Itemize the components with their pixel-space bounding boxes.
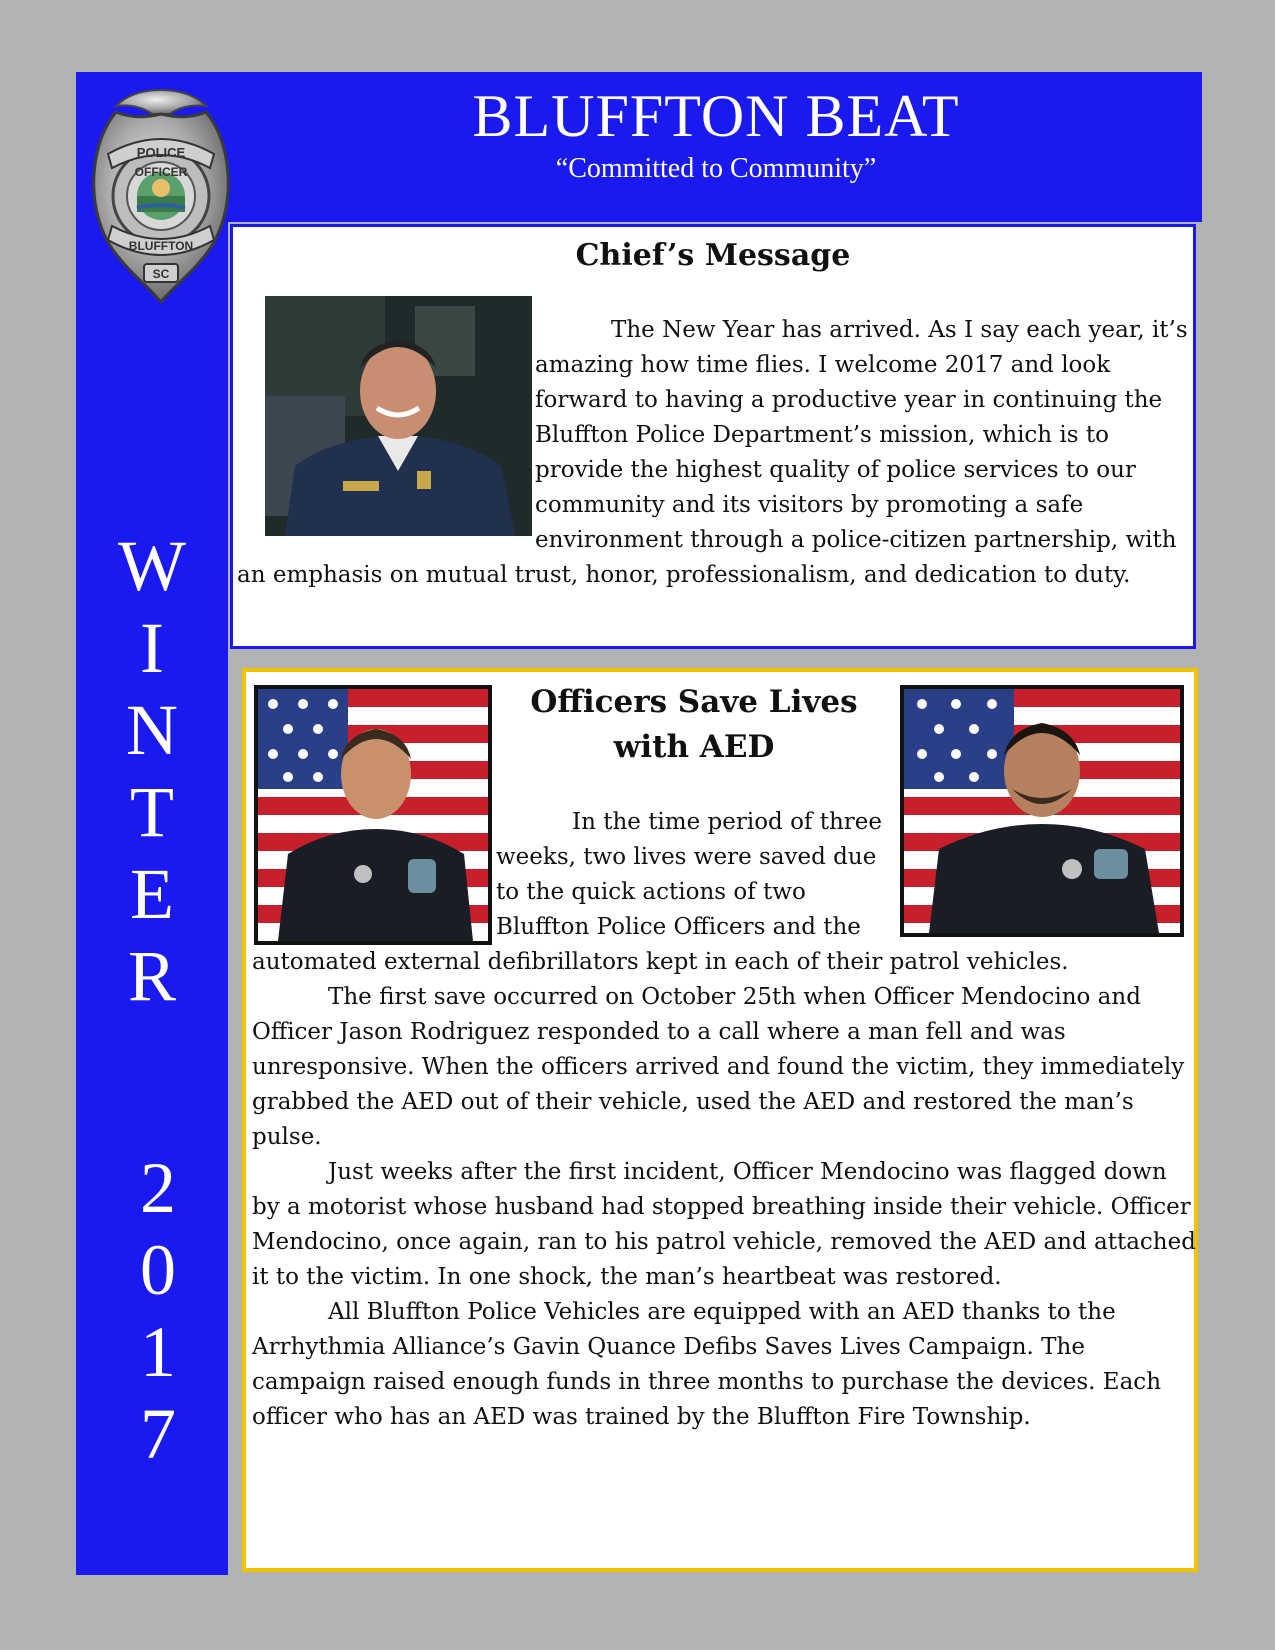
season-letter: W [118,526,186,606]
badge-state-text: SC [152,267,170,281]
season-letter: T [130,772,174,852]
year-digit: 0 [140,1230,176,1310]
season-letter: E [130,854,174,934]
year-digit: 1 [140,1312,176,1392]
newsletter-title: BLUFFTON BEAT [472,83,960,149]
badge-middle-text: OFFICER [134,165,188,179]
aed-paragraph-text: In the time period of three weeks, two lives were saved due to the quick actions of two Bluffton Police Officers and the automated external defibrillators kept in each of their patrol vehicles. [252,809,1069,975]
newsletter-subtitle: “Committed to Community” [555,153,877,184]
aed-paragraph: Just weeks after the first incident, Officer Mendocino was flagged down by a motorist whose husband had stopped breathing inside their vehicle. Officer Mendocino, once again, ran to his patrol vehicle, removed the AED and attached it to the victim. In one shock, the man’s heartbeat was restored. [252,1159,1196,1290]
chief-message-heading: Chief’s Message [575,238,851,273]
aed-article-body [252,805,1196,1435]
season-letter: R [127,936,177,1016]
season-vertical-label [112,525,192,1475]
chief-message-body [237,313,1195,593]
chief-message-text: The New Year has arrived. As I say each year, it’s amazing how time flies. I welcome 2017 and look forward to having a productive year in continuing the Bluffton Police Department’s mission, which is to provide the highest quality of police services to our community and its visitors by promoting a safe environment through a police-citizen partnership, with an emphasis on mutual trust, honor, professionalism, and dedication to duty. [237,317,1188,588]
police-badge-logo [86,84,236,306]
aed-article-heading: Officers Save Lives with AED [530,684,858,765]
season-letter: I [140,608,164,688]
year-digit: 2 [140,1148,176,1228]
badge-seal-text: TOWN OF BLUFFTON · SOUTH CAROLINA [161,84,184,85]
aed-paragraph: The first save occurred on October 25th when Officer Mendocino and Officer Jason Rodriguez responded to a call where a man fell and was unresponsive. When the officers arrived and found the victim, they immediately grabbed the AED out of their vehicle, used the AED and restored the man’s pulse. [252,984,1185,1150]
badge-top-text: POLICE [136,145,186,160]
aed-paragraph: All Bluffton Police Vehicles are equipped with an AED thanks to the Arrhythmia Alliance’s Gavin Quance Defibs Saves Lives Campaign. The campaign raised enough funds in three months to purchase the devices. Each officer who has an AED was trained by the Bluffton Fire Township. [252,1299,1162,1430]
badge-bottom-text: BLUFFTON [128,239,194,253]
season-letter: N [126,690,178,770]
year-digit: 7 [140,1394,176,1474]
